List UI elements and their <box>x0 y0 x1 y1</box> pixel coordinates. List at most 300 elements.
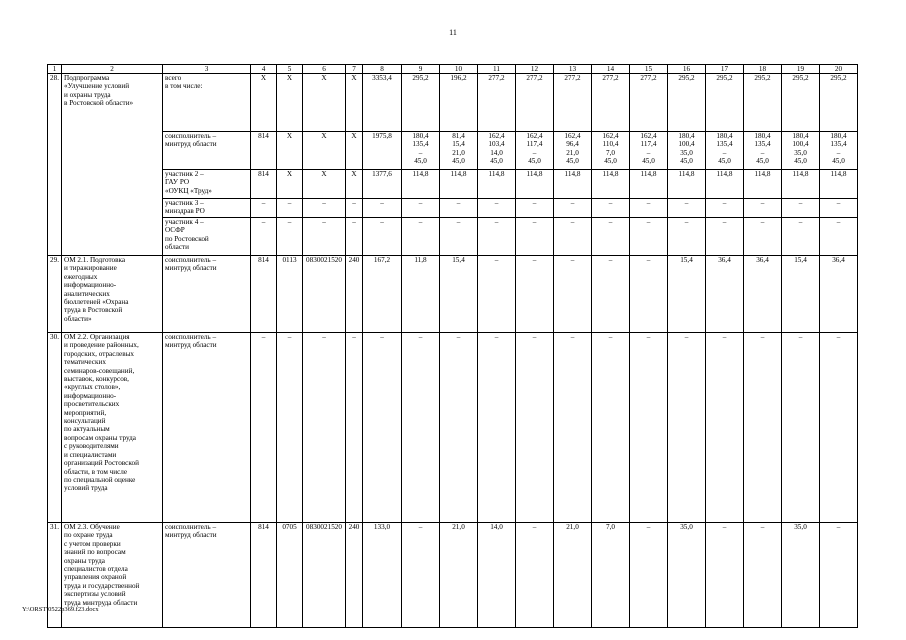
cell-line: – <box>646 199 651 207</box>
cell-line: Х <box>321 132 327 140</box>
cell-line: – <box>798 333 803 341</box>
cell-line: 114,8 <box>564 170 581 178</box>
cell-line: 135,4 <box>716 140 733 149</box>
cell-line: – <box>352 218 356 226</box>
cell-line: 117,4 <box>526 140 543 149</box>
cell-line: «круглых столов», <box>64 383 121 392</box>
table-cell <box>744 132 782 170</box>
cell-line: 35,0 <box>680 148 693 157</box>
cell-line: 162,4 <box>526 132 543 140</box>
cell-line: выставок, конкурсов, <box>64 375 129 384</box>
table-cell <box>163 333 251 523</box>
cell-line: 114,8 <box>678 170 695 178</box>
cell-line: 814 <box>258 256 269 264</box>
cell-line: 36,4 <box>756 256 769 264</box>
cell-line: – <box>722 148 727 157</box>
cell-line: просветительских <box>64 400 120 409</box>
table-cell <box>820 523 858 628</box>
cell-line: 15,4 <box>680 256 693 264</box>
cell-line: – <box>646 256 651 264</box>
cell-line: экспертизы условий <box>64 590 126 599</box>
table-cell <box>516 170 554 199</box>
cell-line: 114,8 <box>754 170 771 178</box>
cell-line: Х <box>321 74 327 82</box>
cell-line: 0113 <box>282 256 297 264</box>
cell-line: аналитических <box>64 289 110 298</box>
table-cell <box>668 218 706 256</box>
cell-line: 45,0 <box>414 157 427 166</box>
table-cell <box>440 170 478 199</box>
table-cell <box>277 199 303 218</box>
table-cell <box>554 74 592 132</box>
table-cell <box>251 256 277 333</box>
column-number: 17 <box>706 65 744 74</box>
cell-line: – <box>456 218 461 226</box>
table-cell <box>782 170 820 199</box>
cell-line: – <box>684 333 689 341</box>
cell-line: 29. <box>50 256 59 264</box>
table-cell <box>478 218 516 256</box>
cell-line: по охране труда <box>64 531 113 540</box>
cell-line: 135,4 <box>412 140 429 149</box>
cell-line: 114,8 <box>488 170 505 178</box>
cell-line: 7,0 <box>606 523 615 531</box>
table-cell <box>402 132 440 170</box>
cell-line: – <box>836 199 841 207</box>
cell-line: Х <box>321 170 327 178</box>
cell-line: – <box>322 199 326 207</box>
cell-line: – <box>722 218 727 226</box>
table-cell <box>402 256 440 333</box>
cell-line: 21,0 <box>452 523 465 531</box>
cell-line: – <box>532 256 537 264</box>
table-cell <box>440 74 478 132</box>
cell-line: Х <box>286 74 293 82</box>
cell-line: ОСФР <box>165 226 185 235</box>
table-cell <box>630 218 668 256</box>
table-cell <box>440 218 478 256</box>
table-cell <box>346 333 363 523</box>
cell-line: 14,0 <box>490 148 503 157</box>
cell-line: 162,4 <box>602 132 619 140</box>
table-cell <box>706 218 744 256</box>
table-cell <box>516 256 554 333</box>
cell-line: Х <box>286 132 293 140</box>
cell-line: – <box>646 523 651 531</box>
table-cell <box>592 74 630 132</box>
cell-line: – <box>836 333 841 341</box>
cell-line: – <box>418 148 423 157</box>
cell-line: по Ростовской <box>165 234 209 243</box>
column-number: 5 <box>277 65 303 74</box>
column-number: 20 <box>820 65 858 74</box>
cell-line: 45,0 <box>490 157 503 166</box>
cell-line: и проведение районных, <box>64 341 139 350</box>
column-number: 9 <box>402 65 440 74</box>
cell-line: минздрав РО <box>165 207 205 216</box>
cell-line: 295,2 <box>830 74 847 82</box>
cell-line: – <box>836 218 841 226</box>
cell-line: 240 <box>348 256 360 264</box>
cell-line: Х <box>260 74 267 82</box>
cell-line: 45,0 <box>756 157 769 166</box>
cell-line: информационно- <box>64 281 117 290</box>
table-cell <box>706 333 744 523</box>
table-cell <box>744 218 782 256</box>
table-cell <box>782 132 820 170</box>
cell-line: 135,4 <box>754 140 771 149</box>
cell-line: Х <box>351 132 357 140</box>
table-cell <box>668 132 706 170</box>
cell-line: по специальной оценке <box>64 475 136 484</box>
table-cell <box>363 132 402 170</box>
table-cell <box>402 199 440 218</box>
cell-line: – <box>322 218 326 226</box>
cell-line: труда минтруда области <box>64 598 138 607</box>
cell-line: – <box>722 523 727 531</box>
cell-line: 35,0 <box>680 523 693 531</box>
cell-line: 277,2 <box>526 74 543 82</box>
cell-line: – <box>684 218 689 226</box>
cell-line: ОМ 2.2. Организация <box>64 333 130 341</box>
cell-line: минтруд области <box>165 140 217 149</box>
cell-line: 180,4 <box>716 132 733 140</box>
cell-line: – <box>352 333 356 341</box>
cell-line: 814 <box>258 132 269 140</box>
table-cell <box>277 256 303 333</box>
table-cell <box>592 333 630 523</box>
table-cell <box>706 74 744 132</box>
cell-line: – <box>352 199 356 207</box>
cell-line: минтруд области <box>165 531 217 540</box>
table-cell <box>554 333 592 523</box>
cell-line: 45,0 <box>642 157 655 166</box>
table-cell <box>744 170 782 199</box>
table-cell <box>554 170 592 199</box>
table-cell <box>346 256 363 333</box>
cell-line: 180,4 <box>412 132 429 140</box>
table-cell <box>782 333 820 523</box>
column-number: 2 <box>62 65 163 74</box>
table-cell <box>346 170 363 199</box>
cell-line: труда и государственной <box>64 581 140 590</box>
cell-line: 15,4 <box>794 256 807 264</box>
table-cell <box>478 170 516 199</box>
cell-line: информационно- <box>64 391 117 400</box>
cell-line: – <box>760 218 765 226</box>
cell-line: соисполнитель – <box>165 333 217 341</box>
table-cell <box>346 523 363 628</box>
cell-line: области <box>165 243 190 252</box>
table-cell <box>516 523 554 628</box>
cell-line: – <box>798 218 803 226</box>
cell-line: – <box>418 523 423 531</box>
cell-line: – <box>798 199 803 207</box>
cell-line: Х <box>351 170 357 178</box>
table-cell <box>277 170 303 199</box>
table-cell <box>630 523 668 628</box>
cell-line: и специалистами <box>64 450 117 459</box>
table-cell <box>251 218 277 256</box>
table-cell <box>630 170 668 199</box>
cell-line: – <box>570 333 575 341</box>
cell-line: 7,0 <box>606 148 615 157</box>
cell-line: и тиражирование <box>64 264 117 273</box>
table-row <box>48 199 858 218</box>
cell-line: – <box>532 333 537 341</box>
table-row <box>48 74 858 132</box>
cell-line: Х <box>351 74 357 82</box>
column-number: 8 <box>363 65 402 74</box>
cell-line: 117,4 <box>640 140 657 149</box>
table-cell <box>592 199 630 218</box>
cell-line: «Улучшение условий <box>64 82 130 91</box>
cell-line: участник 2 – <box>165 170 204 178</box>
cell-line: – <box>494 199 499 207</box>
cell-line: 295,2 <box>678 74 695 82</box>
table-row <box>48 170 858 199</box>
table-cell <box>303 218 346 256</box>
cell-line: – <box>570 218 575 226</box>
table-cell <box>478 523 516 628</box>
cell-line: 114,8 <box>450 170 467 178</box>
cell-line: 35,0 <box>794 148 807 157</box>
table-cell <box>303 523 346 628</box>
cell-line: 277,2 <box>564 74 581 82</box>
table-cell <box>630 74 668 132</box>
cell-line: 162,4 <box>488 132 505 140</box>
file-path-footer: Y:\ORST\0522p369.f23.docx <box>22 606 99 613</box>
cell-line: – <box>760 199 765 207</box>
cell-line: Подпрограмма <box>64 74 110 82</box>
table-cell <box>782 74 820 132</box>
column-number: 4 <box>251 65 277 74</box>
cell-line: соисполнитель – <box>165 132 217 140</box>
table-cell <box>820 74 858 132</box>
table-cell <box>402 218 440 256</box>
table-cell <box>592 256 630 333</box>
cell-line: 45,0 <box>528 157 541 166</box>
cell-line: 814 <box>258 170 269 178</box>
table-cell <box>478 74 516 132</box>
table-cell <box>48 256 62 333</box>
cell-line: – <box>456 199 461 207</box>
cell-line: – <box>608 218 613 226</box>
table-cell <box>346 74 363 132</box>
table-cell <box>277 523 303 628</box>
cell-line: 240 <box>348 523 360 531</box>
table-cell <box>744 523 782 628</box>
cell-line: охраны труда <box>64 556 105 565</box>
cell-line: 81,4 <box>452 132 465 140</box>
cell-line: в том числе: <box>165 82 203 91</box>
cell-line: ОМ 2.1. Подготовка <box>64 256 126 264</box>
cell-line: 162,4 <box>564 132 581 140</box>
cell-line: 31. <box>50 523 59 531</box>
cell-line: 45,0 <box>604 157 617 166</box>
cell-line: управления охраной <box>64 573 127 582</box>
table-cell <box>402 523 440 628</box>
table-cell <box>303 333 346 523</box>
cell-line: 21,0 <box>452 148 465 157</box>
cell-line: – <box>261 333 266 341</box>
table-cell <box>706 170 744 199</box>
table-cell <box>706 523 744 628</box>
cell-line: 36,4 <box>718 256 731 264</box>
table-cell <box>163 74 251 132</box>
table-cell <box>478 333 516 523</box>
table-cell <box>163 523 251 628</box>
table-cell <box>62 256 163 333</box>
table-cell <box>440 199 478 218</box>
table-cell <box>630 132 668 170</box>
table-cell <box>706 132 744 170</box>
table-cell <box>668 333 706 523</box>
cell-line: 133,0 <box>373 523 391 531</box>
table-cell <box>48 333 62 523</box>
cell-line: – <box>646 218 651 226</box>
column-number: 15 <box>630 65 668 74</box>
cell-line: с учетом проверки <box>64 539 121 548</box>
cell-line: – <box>836 148 841 157</box>
cell-line: мероприятий, <box>64 408 107 417</box>
table-cell <box>363 256 402 333</box>
table-cell <box>516 132 554 170</box>
cell-line: – <box>494 256 499 264</box>
cell-line: – <box>418 333 423 341</box>
table-cell <box>251 74 277 132</box>
cell-line: 30. <box>50 333 59 341</box>
table-cell <box>478 132 516 170</box>
table-cell <box>163 132 251 170</box>
cell-line: – <box>261 218 266 226</box>
cell-line: 814 <box>258 523 269 531</box>
cell-line: – <box>760 523 765 531</box>
table-cell <box>363 523 402 628</box>
table-cell <box>744 74 782 132</box>
cell-line: ГАУ РО <box>165 178 190 187</box>
cell-line: участник 3 – <box>165 199 204 207</box>
table-cell <box>630 333 668 523</box>
cell-line: всего <box>165 74 182 82</box>
cell-line: с руководителями <box>64 442 119 451</box>
cell-line: 96,4 <box>566 140 579 149</box>
cell-line: 0830021520 <box>306 256 342 264</box>
cell-line: – <box>322 333 326 341</box>
cell-line: – <box>380 333 384 341</box>
cell-line: условий труда <box>64 484 108 493</box>
program-table <box>47 64 858 628</box>
table-cell <box>163 218 251 256</box>
cell-line: знаний по вопросам <box>64 548 126 557</box>
cell-line: 3353,4 <box>372 74 392 82</box>
cell-line: 277,2 <box>488 74 505 82</box>
cell-line: – <box>494 333 499 341</box>
cell-line: – <box>418 218 423 226</box>
table-cell <box>554 523 592 628</box>
cell-line: труда в Ростовской <box>64 306 123 315</box>
cell-line: – <box>532 148 537 157</box>
cell-line: – <box>684 199 689 207</box>
cell-line: – <box>570 256 575 264</box>
cell-line: 162,4 <box>640 132 657 140</box>
table-cell <box>346 132 363 170</box>
cell-line: вопросам охраны труда <box>64 433 136 442</box>
table-row <box>48 256 858 333</box>
table-cell <box>668 199 706 218</box>
cell-line: – <box>532 218 537 226</box>
cell-line: 114,8 <box>640 170 657 178</box>
cell-line: 196,2 <box>450 74 467 82</box>
table-cell <box>744 256 782 333</box>
cell-line: – <box>570 199 575 207</box>
table-cell <box>516 218 554 256</box>
table-cell <box>516 199 554 218</box>
cell-line: по актуальным <box>64 425 110 434</box>
table-cell <box>516 333 554 523</box>
cell-line: консультаций <box>64 417 106 426</box>
table-cell <box>62 74 163 256</box>
table-cell <box>163 170 251 199</box>
cell-line: и охраны труда <box>64 90 111 99</box>
cell-line: 295,2 <box>716 74 733 82</box>
cell-line: 180,4 <box>830 132 847 140</box>
cell-line: – <box>287 333 292 341</box>
cell-line: 0830021520 <box>306 523 342 531</box>
table-cell <box>251 199 277 218</box>
cell-line: – <box>608 333 613 341</box>
column-number: 19 <box>782 65 820 74</box>
cell-line: 21,0 <box>566 523 579 531</box>
column-number: 14 <box>592 65 630 74</box>
cell-line: 45,0 <box>718 157 731 166</box>
table-cell <box>440 132 478 170</box>
column-number: 1 <box>48 65 62 74</box>
cell-line: – <box>608 199 613 207</box>
table-cell <box>516 74 554 132</box>
cell-line: – <box>532 523 537 531</box>
table-cell <box>251 132 277 170</box>
table-cell <box>251 333 277 523</box>
table-cell <box>554 256 592 333</box>
cell-line: 167,2 <box>373 256 391 264</box>
cell-line: соисполнитель – <box>165 523 217 531</box>
cell-line: – <box>646 148 651 157</box>
cell-line: 100,4 <box>678 140 695 149</box>
table-cell <box>363 199 402 218</box>
table-cell <box>782 256 820 333</box>
table-cell <box>820 256 858 333</box>
column-number: 18 <box>744 65 782 74</box>
table-cell <box>363 333 402 523</box>
table-cell <box>478 199 516 218</box>
cell-line: бюллетеней «Охрана <box>64 298 129 307</box>
cell-line: – <box>380 218 384 226</box>
cell-line: 135,4 <box>830 140 847 149</box>
cell-line: 110,4 <box>602 140 619 149</box>
table-cell <box>440 523 478 628</box>
column-number: 13 <box>554 65 592 74</box>
table-cell <box>478 256 516 333</box>
column-number-row <box>48 65 858 74</box>
column-number: 6 <box>303 65 346 74</box>
cell-line: 1377,6 <box>372 170 392 178</box>
cell-line: минтруд области <box>165 264 217 273</box>
cell-line: 45,0 <box>680 157 693 166</box>
table-cell <box>277 333 303 523</box>
table-cell <box>782 218 820 256</box>
cell-line: ежегодных <box>64 272 98 281</box>
